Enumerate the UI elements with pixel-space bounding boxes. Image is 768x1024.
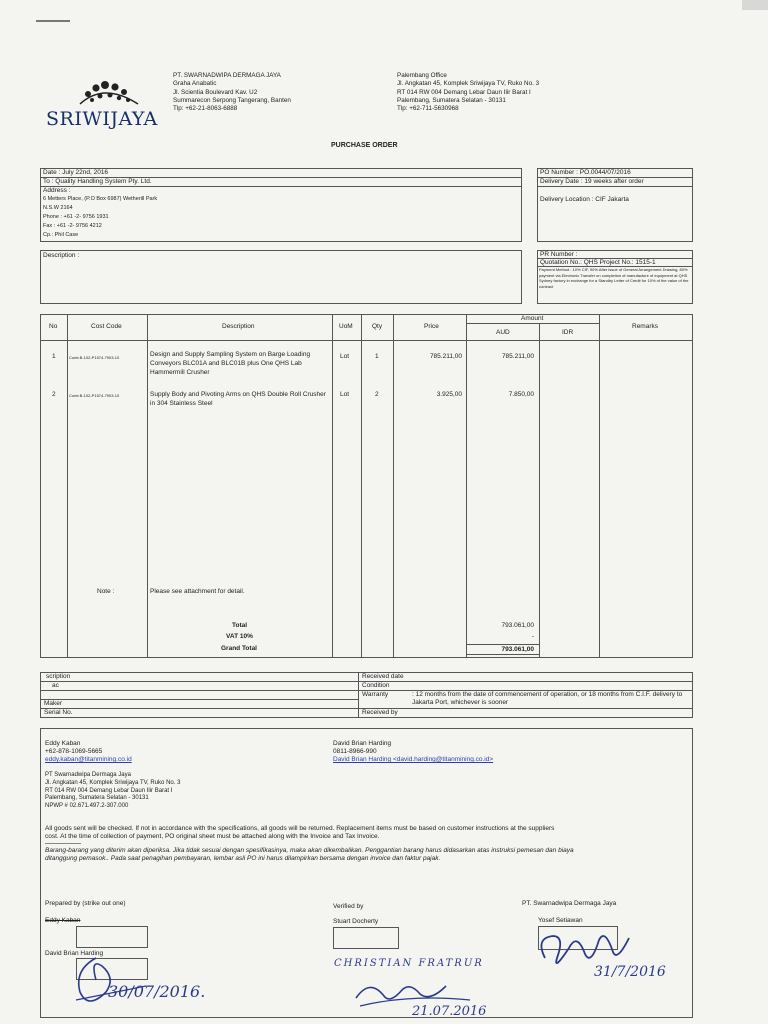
scan-mark: [36, 20, 70, 22]
receipt-qty-label: ac: [52, 682, 59, 689]
billing-line-5: NPWP # 02.671.497.2-307.000: [45, 803, 129, 810]
receipt-maker-label: Maker: [44, 700, 63, 707]
grand-total-label: Grand Total: [221, 645, 257, 652]
row-1-uom: Lot: [340, 353, 350, 360]
billing-line-3: RT 014 RW 004 Demang Lebar Daun Ilir Barat I: [45, 787, 173, 794]
row-2-qty: 2: [375, 391, 379, 398]
contact-right-phone: 0811-8966-990: [333, 748, 377, 755]
row-2-cost-code: Contr.B-102-P1574-7903-10: [69, 393, 120, 398]
col-uom: UoM: [339, 323, 353, 330]
billing-line-1: PT Swarnadwipa Dermaga Jaya: [45, 772, 131, 778]
row-2-uom: Lot: [340, 391, 350, 398]
branch-office-line-5: Tlp: +62-711-5630968: [397, 105, 459, 113]
payment-terms: Payment Method : 10% CIF, 90% After issue of General Arrangement Drawing, 80% payment via Electronic Transfer on completion of manufacture of equipment at QHS Sydney factory in exchange for a Standby Letter of Credit for 10% of the value of the contract: [539, 267, 689, 289]
contact-left-name: Eddy Kaban: [45, 740, 81, 747]
col-cost-code: Cost Code: [91, 323, 122, 330]
branch-office-line-2: Jl. Angkatan 45, Komplek Sriwijaya TV, Ruko No. 3: [397, 80, 540, 88]
handwritten-date-center: 21.07.2016: [412, 1004, 487, 1019]
total-label: Total: [232, 622, 248, 629]
branch-office-line-4: Palembang, Sumatera Selatan - 30131: [397, 96, 506, 104]
vat-label: VAT 10%: [226, 633, 253, 640]
head-office-line-2: Graha Anabatic: [173, 80, 217, 88]
branch-office-address: [397, 72, 539, 113]
row-1-cost-code: Contr.B-102-P1574-7903-10: [69, 355, 120, 360]
contact-left-email[interactable]: eddy.kaban@titanmining.co.id: [45, 756, 132, 763]
col-amount: Amount: [521, 315, 544, 322]
contact-left-phone: +62-878-1069-5665: [45, 748, 103, 755]
delivery-date: Delivery Date : 19 weeks after order: [540, 178, 644, 185]
handwritten-date-left: 30/07/2016.: [108, 982, 206, 1001]
row-1-no: 1: [52, 353, 56, 360]
total-value: 793.061,00: [501, 622, 534, 629]
received-by-label: Received by: [362, 709, 398, 716]
prepared-name-1: Eddy Kaban: [45, 917, 81, 924]
col-description: Description: [222, 323, 255, 330]
row-1-price: 785.211,00: [429, 353, 462, 360]
head-office-line-4: Summarecon Serpong Tangerang, Banten: [173, 96, 291, 104]
po-date: Date : July 22nd, 2016: [43, 169, 109, 176]
head-office-line-1: PT. SWARNADWIPA DERMAGA JAYA: [173, 72, 281, 79]
branch-office-line-3: RT 014 RW 004 Demang Lebar Daun Ilir Barat I: [397, 88, 531, 96]
note-label: Note :: [97, 588, 115, 595]
head-office-address: [173, 72, 291, 113]
vendor-name: To : Quality Handling System Pty. Ltd.: [43, 178, 152, 185]
row-1-qty: 1: [375, 353, 379, 360]
description-label: Description :: [43, 252, 80, 259]
contact-right-name: David Brian Harding: [333, 740, 392, 747]
signature-left-scribble: [66, 950, 156, 1010]
scan-mark: [742, 0, 768, 10]
company-signer-label: PT. Swarnadwipa Dermaga Jaya: [522, 900, 617, 907]
delivery-location: Delivery Location : CIF Jakarta: [540, 196, 629, 203]
col-no: No: [49, 323, 58, 330]
col-price: Price: [424, 323, 439, 330]
address-label: Address :: [43, 187, 71, 194]
grand-total-value: 793.061,00: [501, 646, 534, 653]
contact-person: Cp.: Phil Case: [43, 232, 79, 238]
row-1-description: Design and Supply Sampling System on Barge Loading Conveyors BLC01A and BLC01B plus One QHS Lab Hammermill Crusher: [150, 351, 311, 376]
items-table: [40, 314, 693, 658]
note-text: Please see attachment for detail.: [150, 588, 245, 595]
head-office-line-5: Tlp: +62-21-8063-6888: [173, 105, 238, 113]
signature-box-1: [76, 926, 148, 948]
verified-by-label: Verified by: [333, 903, 364, 910]
signature-box-3: [333, 927, 399, 949]
prepared-name-2: David Brian Harding: [45, 950, 104, 957]
col-idr: IDR: [562, 329, 574, 336]
row-2-no: 2: [52, 391, 56, 398]
description-box: [40, 250, 522, 304]
row-2-price: 3.925,00: [436, 391, 462, 398]
col-remarks: Remarks: [632, 323, 659, 330]
col-aud: AUD: [496, 329, 510, 336]
address-line-2: N.S.W 2164: [43, 205, 73, 211]
handwritten-name: CHRISTIAN FRATRUR: [334, 958, 484, 969]
vendor-fax: Fax : +61 -2- 9756 4212: [43, 223, 102, 229]
pr-number: PR Number :: [540, 251, 578, 258]
billing-line-2: Jl. Angkatan 45, Komplek Sriwijaya TV, Ruko No. 3: [45, 779, 181, 786]
quotation-number: Quotation No.: QHS Project No.: 1515-1: [540, 259, 656, 266]
company-signer-name: Yosef Setiawan: [538, 917, 583, 924]
prepared-by-label: Prepared by (strike out one): [45, 900, 126, 907]
handwritten-date-right: 31/7/2016: [594, 964, 666, 980]
document-title: PURCHASE ORDER: [331, 142, 398, 149]
vendor-phone: Phone : +61 -2- 9756 1931: [43, 214, 109, 220]
row-2-description: Supply Body and Pivoting Arms on QHS Double Roll Crusher in 304 Stainless Steel: [150, 391, 326, 407]
warranty-text: : 12 months from the date of commencement of operation, or 18 months from C.I.F. delivery to Jakarta Port, whichever is sooner: [412, 691, 683, 706]
company-logo: [40, 78, 170, 134]
condition-label: Condition: [362, 682, 390, 689]
head-office-line-3: Jl. Scientia Boulevard Kav. U2: [173, 88, 258, 96]
warranty-label: Warranty: [362, 691, 389, 698]
terms-indonesian: Barang-barang yang diterim akan diperiksa. Jika tidak sesuai dengan spesifikasinya, maka akan dikembalikan. Penggantian barang harus didasarkan atas instruksi pemesan dan biaya ditanggung pemasok.. Pada saat penagihan pembayaran, lembar asli PO ini harus dilampirkan bersama dengan invoice dan faktur pajak.: [45, 847, 574, 863]
logo-mark-icon: [40, 78, 170, 108]
contact-right-email[interactable]: David Brian Harding <david.harding@titanmining.co.id>: [333, 756, 494, 763]
vat-value: -: [531, 633, 534, 640]
row-2-aud: 7.850,00: [508, 391, 534, 398]
terms-english: All goods sent will be checked. If not in accordance with the specifications, all goods will be returned. Replacement items must be based on customer instructions at the suppliers cost. At the time of collection of payment, PO original sheet must be attached along with the Invoice and Tax Invoice.: [45, 825, 555, 841]
receipt-description-label: scription: [46, 673, 71, 680]
billing-address: [45, 772, 180, 811]
verified-name: Stuart Docherty: [333, 918, 379, 925]
po-number: PO Number : PO.0044/07/2016: [540, 169, 631, 176]
col-qty: Qty: [372, 323, 383, 330]
address-line-1: 6 Metters Place, (P.O Box 6987) Wetherill Park: [43, 196, 158, 202]
branch-office-line-1: Palembang Office: [397, 72, 447, 79]
logo-text: SRIWIJAYA: [46, 108, 158, 130]
billing-line-4: Palembang, Sumatera Selatan - 30131: [45, 795, 149, 802]
row-1-aud: 785.211,00: [501, 353, 534, 360]
receipt-serial-label: Serial No.: [44, 709, 73, 716]
received-date-label: Received date: [362, 673, 404, 680]
